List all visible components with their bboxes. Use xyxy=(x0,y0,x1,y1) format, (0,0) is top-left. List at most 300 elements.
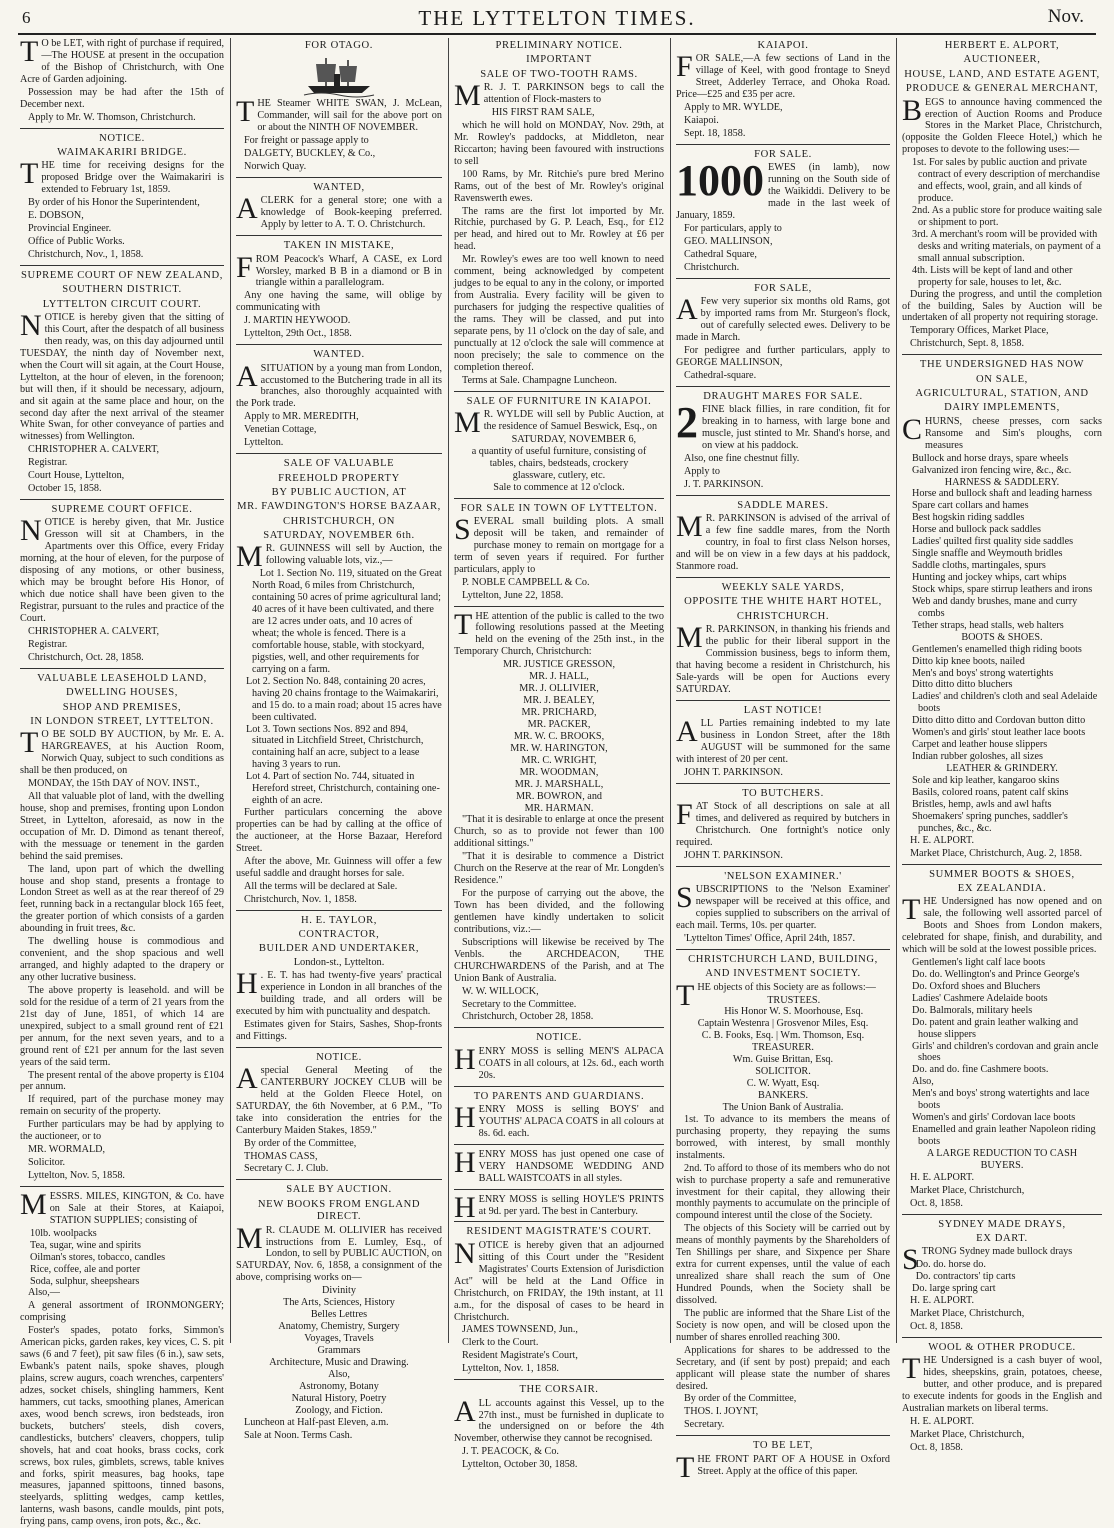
ad-dateline: Market Place, Christchurch, xyxy=(910,1308,1025,1320)
ad-separator xyxy=(20,668,224,669)
ad-paragraph: Terms at Sale. Champagne Luncheon. xyxy=(462,374,617,386)
drop-cap: M xyxy=(454,406,481,439)
drop-cap: H xyxy=(454,1042,476,1076)
list-item: TREASURER. xyxy=(752,1042,814,1054)
ad-signature: Provincial Engineer. xyxy=(28,223,112,235)
ad-body xyxy=(676,398,890,452)
list-item: Ditto ditto ditto and Cordovan button ditto xyxy=(912,715,1086,727)
ad-paragraph: HIS FIRST RAM SALE, xyxy=(491,107,595,119)
ad-text: R. GUINNESS will sell by Auction, the following valuable lots, viz.,— xyxy=(265,543,442,567)
list-item: MR. PACKER, xyxy=(527,718,591,730)
ad-paragraph: The rams are the first lot imported by Mr. Ritchie, purchased by G. P. Leach, Esq., for £12 per head, and hired out to Mr. Rowley at £6 per head. xyxy=(454,205,664,253)
ad-signature: Lyttelton. xyxy=(244,437,284,449)
list-item: Lot 1. Section No. 119, situated on the Great North Road, 6 miles from Christchurch, containing 50 acres of prime agricultural land; 40 acres of it have been cultivated, and there are 12 acres under oats, and 10 acres of wheat; the whole is fenced. There is a comfortable house, stable, with stockyard, pigsties, well, and other requirements for carrying on a farm. xyxy=(252,568,442,675)
list-item: Ditto kip knee boots, nailed xyxy=(912,655,1025,667)
ad-heading: LAST NOTICE! xyxy=(743,704,823,716)
ad-body xyxy=(676,50,890,101)
list-item: Anatomy, Chemistry, Surgery xyxy=(278,1321,400,1333)
ad-body xyxy=(454,1100,664,1140)
ad-separator xyxy=(676,783,890,784)
drop-cap: M xyxy=(676,510,703,544)
advertisement-books xyxy=(236,1184,442,1441)
masthead-rule xyxy=(18,33,1096,35)
ad-dateline: Office of Public Works. xyxy=(28,235,125,247)
list-item: MR. W. HARINGTON, xyxy=(510,742,608,754)
list-item: A LARGE REDUCTION TO CASH xyxy=(926,1147,1078,1159)
ad-text: R. J. T. PARKINSON begs to call the attention of Flock-masters to xyxy=(483,82,664,106)
ad-separator xyxy=(902,354,1102,355)
advertisement-taken-mistake xyxy=(236,240,442,340)
ad-separator xyxy=(676,495,890,496)
ad-paragraph: which he will hold on MONDAY, Nov. 29th, at Mr. Rowley's paddocks, at Middleton, near Riccarton; having been favoured with instructions to sell xyxy=(454,119,664,167)
drop-cap: M xyxy=(236,540,263,574)
ad-dateline: Christchurch, Oct. 28, 1858. xyxy=(28,651,144,663)
ad-body xyxy=(454,1145,664,1185)
list-item: Do. contractors' tip carts xyxy=(915,1271,1016,1283)
ad-heading: SUPREME COURT OFFICE. xyxy=(51,504,193,516)
list-item: Sale to commence at 12 o'clock. xyxy=(493,481,625,493)
drop-cap: N xyxy=(454,1236,476,1270)
list-item: Tea, sugar, wine and spirits xyxy=(30,1239,141,1251)
ad-body xyxy=(902,1352,1102,1415)
ad-body xyxy=(676,798,890,849)
ad-body xyxy=(454,512,664,576)
ad-heading: FOR OTAGO. xyxy=(304,40,374,51)
ad-signature: H. E. ALPORT. xyxy=(910,1171,975,1183)
ad-body xyxy=(20,157,224,196)
list-item: BUYERS. xyxy=(980,1159,1024,1171)
ad-body xyxy=(236,359,442,411)
advertisement-front-part xyxy=(676,1440,890,1484)
ad-paragraph: 1st. To advance to its members the means of purchasing property, they repaying the sums borrowed, with interest, by small monthly instalments. xyxy=(676,1113,890,1161)
advertisement-corsair xyxy=(454,1384,664,1471)
list-item: Architecture, Music and Drawing. xyxy=(269,1356,409,1368)
drop-cap: N xyxy=(20,514,42,548)
ad-heading: WAIMAKARIRI BRIDGE. xyxy=(57,146,187,158)
ad-text: R. PARKINSON is advised of the arrival of a few fine saddle mares, from the North country, in foal to first class Nelson horses, and will be on view in a few days at his paddock, Stanmore road. xyxy=(676,513,890,572)
item-list xyxy=(902,644,1102,763)
ad-separator xyxy=(454,1086,664,1087)
ad-paragraph: Estimates given for Stairs, Sashes, Shop-fronts and Fittings. xyxy=(236,1018,442,1042)
list-item: Carpet and leather house slippers xyxy=(912,739,1048,751)
ad-text: ENRY MOSS is selling BOYS' and YOUTHS' ALPACA COATS in all colours at 8s. 6d. each. xyxy=(478,1103,664,1139)
ad-signature: Registrar. xyxy=(28,638,68,650)
list-item: glassware, cutlery, etc. xyxy=(512,469,606,481)
advertisement-wanted-clerk xyxy=(236,182,442,231)
advertisement-alport-1 xyxy=(902,40,1102,350)
ad-signature: Cathedral-square. xyxy=(684,369,757,381)
ad-body xyxy=(676,156,890,222)
list-item: Girls' and children's cordovan and grain ancle shoes xyxy=(912,1040,1099,1064)
ad-paragraph: Apply to MR. WYLDE, xyxy=(684,102,783,114)
advertisement-draught-mares xyxy=(676,391,890,491)
ad-paragraph: Foster's spades, potato forks, Simmon's American picks, garden rakes, key vices, C. S. pit saws (6 and 7 feet), pit saw files (6 in.), saw sets, Ewbank's patent nails, spoke shaves, plough plains, screw augurs, coach wrenches, carpenters' adzes, socket chisels, shingling hammers, Kent hammers, cut tacks, smoothing planes, American axes, wood bench screws, iron bedsteads, iron buckets, butchers' steels, dish covers, candlesticks, butchers' cleavers, choppers, tulip shovels, hat and coat hooks, brass cocks, cork screws, box rules, gimblets, screws, table knives and forks, spirit measures, bag hooks, tape measures, japanned spittoons, tinned basons, steelyards, splitting wedges, camp kettles, lanterns, wash basons, candle moulds, pint pots, frying pans, camp ovens, iron pots, &c., &c. xyxy=(20,1325,224,1528)
list-item: Hunting and jockey whips, cart whips xyxy=(912,572,1067,583)
ad-paragraph: Mr. Rowley's ewes are too well known to need comment, being acknowledged by competent judges to be equal to any in the colony, or imported from Australia. Every facility will be given to purchasers for judging the respective qualities of the rams. They will be classed, and put into separate pens, by 11 o'clock on the day of sale, and punctually at 12 o'clock the sale will commence at noon precisely; the sale to commence on the completion thereof. xyxy=(454,254,664,373)
list-item: MR. J. HALL, xyxy=(529,671,589,683)
ad-paragraph: Apply to MR. MEREDITH, xyxy=(244,411,359,423)
drop-cap: T xyxy=(20,726,39,760)
ad-heading: NEW BOOKS FROM ENGLAND DIRECT. xyxy=(257,1198,421,1223)
list-item: Wm. Guise Brittan, Esq. xyxy=(732,1054,834,1066)
ad-signature: Clerk to the Court. xyxy=(462,1337,539,1349)
drop-cap: S xyxy=(902,1243,919,1277)
item-list xyxy=(902,453,1102,477)
advertisement-otago xyxy=(236,40,442,173)
ad-signature: Secretary to the Committee. xyxy=(462,998,577,1010)
list-item: Oilman's stores, tobacco, candles xyxy=(30,1251,166,1263)
ad-signature: W. W. WILLOCK, xyxy=(462,985,539,997)
ad-signature: GEO. MALLINSON, xyxy=(684,235,773,247)
ad-signature: Kaiapoi. xyxy=(684,115,719,127)
list-item: MR. WOODMAN, xyxy=(519,766,599,778)
ad-text: LL accounts against this Vessel, up to the 27th inst., must be furnished in duplicate to the undersigned on or before the 4th November, otherwise they cannot be recognised. xyxy=(454,1397,664,1445)
ad-heading: PRELIMINARY NOTICE. xyxy=(495,40,623,51)
ad-separator xyxy=(236,344,442,345)
masthead xyxy=(0,0,1114,34)
ad-body xyxy=(454,607,664,659)
ad-paragraph: The above property is leasehold. and will be sold for the residue of a term of 21 years from the 21st day of June, 1851, of which 14 are unexpired, subject to a small ground rent of £21 per annum, for the next seven years, and to a ground rent of £21 per annum for the last seven years of the said term. xyxy=(20,984,224,1068)
drop-cap: F xyxy=(676,50,693,84)
ad-paragraph: Apply to Mr. W. Thomson, Christchurch. xyxy=(28,111,196,123)
ad-heading: BY PUBLIC AUCTION, AT xyxy=(271,486,407,498)
list-item: Horse and bullock pack saddles xyxy=(912,524,1042,536)
drop-cap: N xyxy=(20,309,42,343)
ad-separator xyxy=(902,1214,1102,1215)
ad-body xyxy=(20,309,224,443)
ad-body xyxy=(676,510,890,573)
ad-separator xyxy=(20,499,224,500)
ad-paragraph: Luncheon at Half-past Eleven, a.m. xyxy=(244,1416,389,1428)
advertisement-town-lyttelton xyxy=(454,503,664,602)
ad-separator xyxy=(454,391,664,392)
list-item: Women's and girls' stout leather lace boots xyxy=(912,727,1086,739)
advertisement-furniture xyxy=(454,396,664,494)
ad-heading: VALUABLE LEASEHOLD LAND, xyxy=(37,672,207,684)
ad-dateline: Lyttelton, Nov. 5, 1858. xyxy=(28,1170,125,1182)
list-item: Best hogskin riding saddles xyxy=(912,512,1025,524)
ad-signature: JAMES TOWNSEND, Jun., xyxy=(462,1324,578,1336)
ad-text: special General Meeting of the CANTERBURY JOCKEY CLUB will be held at the Golden Fleece Hotel, on SATURDAY, the 6th November, at 6 P.M., "To take into consideration the entries for the Canterbury Maiden Stakes, 1859." xyxy=(236,1064,442,1136)
ad-text: O BE SOLD BY AUCTION, by Mr. E. A. HARGREAVES, at his Auction Room, Norwich Quay, subject to such conditions as shall be then produced, on xyxy=(20,729,224,777)
ad-body xyxy=(902,893,1102,956)
issue-month: Nov. xyxy=(1047,6,1084,27)
advertisement-freehold xyxy=(236,458,442,905)
ad-text: FINE black fillies, in rare condition, fit for breaking in to harness, with large bone and muscle, just stinted to Mr. Shand's horse, and on view at his paddock. xyxy=(702,404,890,451)
drop-cap: T xyxy=(454,607,473,641)
list-item: Web and dandy brushes, mane and curry combs xyxy=(912,595,1078,619)
advertisement-wanted-butcher xyxy=(236,349,442,449)
ad-signature: J. T. PEACOCK, & Co. xyxy=(462,1446,559,1458)
list-item: Gentlemen's light calf lace boots xyxy=(912,956,1046,968)
advertisement-butchers xyxy=(676,788,890,862)
ad-body xyxy=(454,1236,664,1324)
ad-paragraph: Also, one fine chestnut filly. xyxy=(684,452,800,464)
ad-separator xyxy=(454,498,664,499)
list-item: HARNESS & SADDLERY. xyxy=(944,476,1060,488)
ad-separator xyxy=(236,453,442,454)
list-item: Do. and do. fine Cashmere boots. xyxy=(912,1064,1049,1076)
ad-dateline: Christchurch, Sept. 8, 1858. xyxy=(910,338,1025,350)
ad-dateline: Christchurch, October 28, 1858. xyxy=(462,1011,594,1023)
ad-heading: FOR SALE, xyxy=(754,282,812,294)
drop-cap: S xyxy=(454,512,471,546)
drop-cap: A xyxy=(676,714,698,748)
drop-cap: M xyxy=(236,1221,263,1255)
ad-text: ENRY MOSS is selling MEN'S ALPACA COATS in all colours, at 12s. 6d., each worth 20s. xyxy=(478,1045,664,1081)
ad-dateline: Market Place, Christchurch, xyxy=(910,1429,1025,1441)
item-list xyxy=(454,434,664,494)
ad-heading: FREEHOLD PROPERTY xyxy=(278,472,400,484)
ad-paragraph: Applications for shares to be addressed to the Secretary, and (if sent by post) prepaid; and each applicant will please state the number of shares desired. xyxy=(676,1344,890,1392)
list-item: C. W. Wyatt, Esq. xyxy=(746,1078,820,1090)
ad-signature: THOS. I. JOYNT, xyxy=(684,1406,759,1418)
ad-signature: P. NOBLE CAMPBELL & Co. xyxy=(462,576,590,588)
list-item: MR. JUSTICE GRESSON, xyxy=(502,659,616,671)
ad-separator xyxy=(454,1221,664,1222)
ad-heading: PRODUCE & GENERAL MERCHANT, xyxy=(905,83,1099,95)
ad-signature: JOHN T. PARKINSON. xyxy=(684,849,783,861)
item-list xyxy=(902,763,1102,775)
ad-paragraph: Any one having the same, will oblige by communicating with xyxy=(236,290,442,314)
ad-heading: WOOL & OTHER PRODUCE. xyxy=(928,1342,1076,1353)
ad-body xyxy=(454,1394,664,1446)
ad-heading: SALE OF FURNITURE IN KAIAPOI. xyxy=(466,395,652,407)
ad-dateline: 'Lyttelton Times' Office, April 24th, 1857. xyxy=(684,932,856,944)
ad-signature: Christchurch. xyxy=(684,261,740,273)
advertisement-moss-3 xyxy=(454,1145,664,1185)
advertisement-alport-4 xyxy=(902,1219,1102,1333)
ad-heading: SALE BY AUCTION. xyxy=(286,1184,392,1196)
ad-heading: RESIDENT MAGISTRATE'S COURT. xyxy=(466,1226,652,1238)
item-list xyxy=(902,157,1102,288)
ad-separator xyxy=(236,177,442,178)
list-item: Women's and girls' Cordovan lace boots xyxy=(912,1112,1076,1124)
drop-cap: B xyxy=(902,93,923,127)
large-figure: 2 xyxy=(676,398,698,448)
list-item: Men's and boys' strong watertights and lace boots xyxy=(912,1088,1090,1112)
ad-heading: NOTICE. xyxy=(536,1032,582,1044)
advertisement-weekly-sale xyxy=(676,582,890,696)
ad-heading: SUMMER BOOTS & SHOES, xyxy=(929,868,1075,880)
ad-separator xyxy=(676,866,890,867)
ad-heading: FOR SALE IN TOWN OF LYTTELTON. xyxy=(460,502,658,514)
ad-text: OTICE is hereby given that an adjourned sitting of this Court under the "Resident Magistrates' Courts Extension of Jurisdiction Act" will be held at the Land Office in Christchurch, on FRIDAY, the 19th instant, at 11 a.m., for the disposal of cases to be heard in Christchurch. xyxy=(454,1239,664,1323)
list-item: C. B. Fooks, Esq. | Wm. Thomson, Esq. xyxy=(701,1030,865,1042)
ad-separator xyxy=(236,1047,442,1048)
newspaper-title: THE LYTTELTON TIMES. xyxy=(418,6,696,30)
list-item: SATURDAY, NOVEMBER 6, xyxy=(511,433,637,445)
list-item: Shoemakers' spring punches, saddler's punches, &c., &c. xyxy=(912,810,1068,834)
drop-cap: H xyxy=(454,1145,476,1179)
advertisement-rams-sale xyxy=(676,283,890,382)
ad-heading: AGRICULTURAL, STATION, AND xyxy=(915,388,1089,400)
ad-heading: HOUSE, LAND, AND ESTATE AGENT, xyxy=(904,68,1100,80)
ad-text: OTICE is hereby given that the sitting of this Court, after the despatch of all business then ready, was, on this day adjourned until TUESDAY, the ninth day of November next, when the Court will sit again, at the Court House, Lyttelton, at the hour of eleven, in the forenoon; but will then, if it should be necessary, adjourn, and sit again at the same place and hour, on the second day after the next arrival of the steamer White Swan, for other conveyance of parties and witnesses) from Wellington. xyxy=(20,312,224,443)
item-list xyxy=(902,477,1102,489)
item-list xyxy=(454,659,664,814)
ad-heading: AND INVESTMENT SOCIETY. xyxy=(705,968,861,980)
list-item: His Honor W. S. Moorhouse, Esq. xyxy=(724,1006,864,1018)
ad-signature: Secretary C. J. Club. xyxy=(244,1163,329,1175)
ad-heading: NOTICE. xyxy=(316,1051,362,1063)
ad-heading: AUCTIONEER, xyxy=(963,54,1041,66)
ad-text: ENRY MOSS is selling HOYLE'S PRINTS at 9d. per yard. The best in Canterbury. xyxy=(478,1193,664,1217)
ad-text: OTICE is hereby given, that Mr. Justice Gresson will sit at Chambers, in the Apartments over this Office, every Friday morning, at the hour of eleven, for the purpose of disposing of any motions, or other business, which may be brought before His Honor, of which due notice shall have been given to the Registrar, pursuant to the rules and practice of the Court. xyxy=(20,517,224,624)
list-item: SOLICITOR. xyxy=(755,1066,811,1078)
ad-heading: TAKEN IN MISTAKE, xyxy=(283,240,395,252)
drop-cap: T xyxy=(20,157,39,191)
item-list xyxy=(902,1148,1102,1172)
list-item: Spare cart collars and hames xyxy=(912,500,1029,512)
list-item: Do. do. horse do. xyxy=(915,1259,986,1271)
advertisement-leasehold xyxy=(20,673,224,1182)
advertisement-to-let xyxy=(20,35,224,124)
drop-cap: T xyxy=(20,35,39,68)
list-item: TRUSTEES. xyxy=(767,994,821,1006)
ad-heading: 'NELSON EXAMINER.' xyxy=(724,870,842,882)
ad-separator xyxy=(454,606,664,607)
ad-paragraph: A general assortment of IRONMONGERY; comprising xyxy=(20,1300,224,1324)
list-item: Galvanized iron fencing wire, &c., &c. xyxy=(912,464,1072,476)
ad-text: HE Undersigned has now opened and on sale, the following well assorted parcel of Boots and Shoes from London makers, celebrated for shape, finish, and durability, and which will be sold at the lowest possible prices. xyxy=(902,896,1102,956)
list-item: BOOTS & SHOES. xyxy=(961,631,1043,643)
ad-paragraph: Possession may be had after the 15th of December next. xyxy=(20,86,224,110)
ad-heading: IN LONDON STREET, LYTTELTON. xyxy=(30,715,214,727)
ad-separator xyxy=(236,1179,442,1180)
ad-heading: FOR SALE. xyxy=(754,148,812,160)
list-item: 2nd. As a public store for produce waiting sale or shipment to port. xyxy=(912,205,1102,228)
ad-body xyxy=(236,1221,442,1285)
ad-separator xyxy=(676,386,890,387)
ad-paragraph: All that valuable plot of land, with the dwelling house, shop and premises, fronting upon London Street, in Lyttelton, aforesaid, as now in the occupation of Mr. D. Dimond as tenant thereof, with the messuage or tenement in the garden behind the said premises. xyxy=(20,790,224,862)
ad-text: ROM Peacock's Wharf, A CASE, ex Lord Worsley, marked B B in a diamond or B in triangle within a parallelogram. xyxy=(255,253,442,289)
drop-cap: T xyxy=(902,1352,921,1386)
ad-dateline: Lyttelton, June 22, 1858. xyxy=(462,589,564,601)
drop-cap: A xyxy=(236,1061,258,1095)
drop-cap: T xyxy=(676,1450,695,1484)
list-item: MR. J. OLLIVIER, xyxy=(519,683,599,695)
ad-text: HURNS, cheese presses, corn sacks Ransome and Sim's ploughs, corn measures xyxy=(925,415,1102,451)
ad-paragraph: 2nd. To afford to those of its members who do not wish to purchase property a safe and remunerative investment for their capital, they allowing their monthly payments to accumulate on the principle of compound interest until the close of the Society. xyxy=(676,1162,890,1222)
ad-paragraph: For pedigree and further particulars, apply to GEORGE MALLINSON, xyxy=(676,344,890,368)
list-item: MR. W. C. BROOKS, xyxy=(513,730,605,742)
ad-paragraph: Also,— xyxy=(28,1287,60,1299)
ad-heading: IMPORTANT xyxy=(526,54,592,66)
advertisement-supreme-court-2 xyxy=(20,504,224,664)
ad-heading: SOUTHERN DISTRICT. xyxy=(62,284,182,296)
ad-paragraph: "That it is desirable to enlarge at once the present Church, so as to provide not fewer than 100 additional sittings." xyxy=(454,814,664,850)
ad-paragraph: The land, upon part of which the dwelling house and shop stand, presents a frontage to London Street as well as at the rear thereof of 29 feet, running back in a rectangular block 165 feet, the greater portion of which consists of a garden abounding in fruit trees, &c. xyxy=(20,863,224,935)
list-item: LEATHER & GRINDERY. xyxy=(946,763,1058,774)
ad-subheading: London-st., Lyttelton. xyxy=(293,956,385,968)
ad-separator xyxy=(454,1144,664,1145)
ad-heading: WANTED. xyxy=(313,349,365,361)
advertisement-last-notice xyxy=(676,705,890,779)
list-item: MR. C. WRIGHT, xyxy=(521,754,597,766)
ad-heading: SALE OF VALUABLE xyxy=(283,458,395,470)
ad-body xyxy=(454,1190,664,1224)
ad-paragraph: During the progress, and until the completion of the building, Sales by Auction will be undertaken of all property not requiring storage. xyxy=(902,288,1102,324)
ad-paragraph: All the terms will be declared at Sale. xyxy=(244,880,398,892)
list-item: Ladies' Cashmere Adelaide boots xyxy=(912,992,1048,1004)
list-item: Natural History, Poetry xyxy=(291,1392,387,1404)
page-number: 6 xyxy=(22,8,31,27)
ad-heading: EX DART. xyxy=(976,1233,1028,1245)
ad-separator xyxy=(676,144,890,145)
ad-dateline: Christchurch, Nov., 1, 1858. xyxy=(28,248,144,260)
ad-text: ENRY MOSS has just opened one case of VERY HANDSOME WEDDING AND BALL WAISTCOATS in all styles. xyxy=(478,1148,664,1184)
ad-body xyxy=(676,714,890,766)
list-item: Bullock and horse drays, spare wheels xyxy=(912,452,1069,464)
advertisement-taylor xyxy=(236,915,442,1043)
list-item: Captain Westenra | Grosvenor Miles, Esq. xyxy=(697,1018,869,1030)
ad-dateline: Market Place, Christchurch, xyxy=(910,1184,1025,1196)
drop-cap: T xyxy=(676,978,695,1012)
ad-body xyxy=(236,95,442,134)
drop-cap: F xyxy=(676,798,693,832)
ad-paragraph: Apply to xyxy=(684,465,720,477)
ad-heading: EX ZEALANDIA. xyxy=(957,882,1047,894)
ship-illustration-icon xyxy=(304,54,374,96)
ad-paragraph: Sale at Noon. Terms Cash. xyxy=(244,1429,353,1441)
column-2 xyxy=(232,38,446,1441)
ad-dateline: Christchurch, Nov. 1, 1858. xyxy=(244,893,357,905)
ad-heading: CHRISTCHURCH, ON xyxy=(282,515,396,527)
list-item: Belles Lettres xyxy=(310,1309,368,1321)
ad-paragraph: For the purpose of carrying out the above, the Town has been divided, and the following gentlemen have kindly undertaken to solicit contributions, viz.:— xyxy=(454,888,664,935)
ad-body xyxy=(236,966,442,1018)
list-item: Zoology, and Fiction. xyxy=(295,1404,383,1416)
item-list xyxy=(236,1285,442,1416)
ad-paragraph: 100 Rams, by Mr. Ritchie's pure bred Merino Rams, out of the best of Mr. Rowley's original Ravenswerth ewes. xyxy=(454,168,664,204)
item-list xyxy=(902,775,1102,835)
ad-body xyxy=(236,540,442,574)
ad-separator xyxy=(676,949,890,950)
ad-body xyxy=(236,1061,442,1137)
ad-signature: H. E. ALPORT. xyxy=(910,1416,975,1428)
list-item: Enamelled and grain leather Napoleon riding boots xyxy=(912,1124,1096,1148)
drop-cap: A xyxy=(454,1394,476,1428)
ad-heading: DRAUGHT MARES FOR SALE. xyxy=(703,390,863,402)
list-item: Saddle cloths, martingales, spurs xyxy=(912,560,1046,572)
ad-body xyxy=(20,35,224,86)
ad-dateline: Lyttelton, Nov. 1, 1858. xyxy=(462,1363,559,1375)
ad-dateline: Court House, Lyttelton, xyxy=(28,470,125,482)
ad-separator xyxy=(676,1435,890,1436)
list-item: Do. large spring cart xyxy=(912,1283,996,1295)
advertisement-jockey-club xyxy=(236,1052,442,1176)
ad-separator xyxy=(20,265,224,266)
drop-cap: T xyxy=(236,95,255,129)
drop-cap: T xyxy=(902,893,921,927)
ad-separator xyxy=(902,864,1102,865)
list-item: Lot 4. Part of section No. 744, situated in Hereford street, Christchurch, containing one-eighth of an acre. xyxy=(246,771,440,807)
ad-heading: NOTICE. xyxy=(99,132,145,144)
list-item: Do. do. Wellington's and Prince George's xyxy=(912,968,1080,980)
list-item: MR. BOWRON, and xyxy=(515,790,603,802)
advertisement-rams xyxy=(454,40,664,387)
ad-paragraph: If required, part of the purchase money may remain on security of the property. xyxy=(20,1094,224,1118)
advertisement-moss-1 xyxy=(454,1032,664,1081)
ad-signature: THOMAS CASS, xyxy=(244,1150,318,1162)
list-item: Do. Oxford shoes and Bluchers xyxy=(912,980,1041,992)
ad-separator xyxy=(236,910,442,911)
ad-paragraph: By order of the Committee, xyxy=(244,1137,357,1149)
ad-paragraph: By order of the Committee, xyxy=(684,1393,797,1405)
ad-dateline: Oct. 8, 1858. xyxy=(910,1441,963,1453)
ad-heading: HERBERT E. ALPORT, xyxy=(944,40,1060,51)
